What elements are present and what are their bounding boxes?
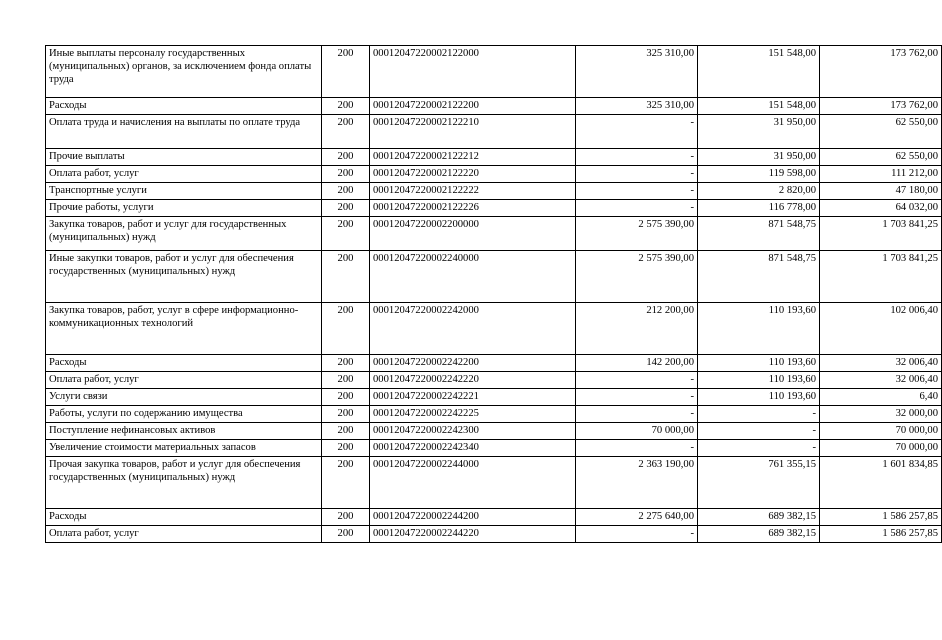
row-name-cell: Оплата работ, услуг	[46, 372, 322, 389]
row-approved-cell: -	[576, 149, 698, 166]
row-name-cell: Работы, услуги по содержанию имущества	[46, 406, 322, 423]
row-code-cell: 200	[322, 526, 370, 543]
row-unexecuted-cell: 32 000,00	[820, 406, 942, 423]
row-kbk-cell: 00012047220002242221	[370, 389, 576, 406]
row-unexecuted-cell: 1 586 257,85	[820, 526, 942, 543]
row-unexecuted-cell: 32 006,40	[820, 355, 942, 372]
table-row	[46, 457, 942, 509]
row-name-cell: Иные закупки товаров, работ и услуг для обеспечения государственных (муниципальных) нужд	[46, 251, 322, 303]
table-row	[46, 303, 942, 355]
row-kbk-cell: 00012047220002242000	[370, 303, 576, 355]
row-code-cell: 200	[322, 389, 370, 406]
row-name-cell: Оплата работ, услуг	[46, 526, 322, 543]
row-approved-cell: -	[576, 389, 698, 406]
row-approved-cell: -	[576, 440, 698, 457]
row-kbk-cell: 00012047220002122200	[370, 98, 576, 115]
table-row	[46, 355, 942, 372]
row-name-cell: Прочая закупка товаров, работ и услуг для обеспечения государственных (муниципальных) нужд	[46, 457, 322, 509]
row-approved-cell: 212 200,00	[576, 303, 698, 355]
row-unexecuted-cell: 70 000,00	[820, 440, 942, 457]
row-unexecuted-cell: 173 762,00	[820, 46, 942, 98]
row-approved-cell: 2 575 390,00	[576, 251, 698, 303]
row-unexecuted-cell: 64 032,00	[820, 200, 942, 217]
row-unexecuted-cell: 173 762,00	[820, 98, 942, 115]
row-name-cell: Расходы	[46, 98, 322, 115]
table-row	[46, 46, 942, 98]
row-approved-cell: 2 575 390,00	[576, 217, 698, 251]
row-name-cell: Увеличение стоимости материальных запасов	[46, 440, 322, 457]
table-row	[46, 166, 942, 183]
table-row	[46, 389, 942, 406]
row-unexecuted-cell: 47 180,00	[820, 183, 942, 200]
row-kbk-cell: 00012047220002122222	[370, 183, 576, 200]
row-kbk-cell: 00012047220002242225	[370, 406, 576, 423]
row-kbk-cell: 00012047220002240000	[370, 251, 576, 303]
row-executed-cell: 689 382,15	[698, 509, 820, 526]
row-approved-cell: -	[576, 406, 698, 423]
table-row	[46, 372, 942, 389]
row-approved-cell: 142 200,00	[576, 355, 698, 372]
row-unexecuted-cell: 1 703 841,25	[820, 251, 942, 303]
row-approved-cell: 2 363 190,00	[576, 457, 698, 509]
table-row	[46, 217, 942, 251]
row-name-cell: Расходы	[46, 355, 322, 372]
row-executed-cell: 110 193,60	[698, 355, 820, 372]
row-approved-cell: 325 310,00	[576, 98, 698, 115]
row-name-cell: Расходы	[46, 509, 322, 526]
row-code-cell: 200	[322, 217, 370, 251]
row-kbk-cell: 00012047220002242220	[370, 372, 576, 389]
row-code-cell: 200	[322, 98, 370, 115]
table-row	[46, 98, 942, 115]
row-approved-cell: 325 310,00	[576, 46, 698, 98]
row-unexecuted-cell: 32 006,40	[820, 372, 942, 389]
row-approved-cell: 70 000,00	[576, 423, 698, 440]
row-executed-cell: 110 193,60	[698, 389, 820, 406]
row-executed-cell: 31 950,00	[698, 149, 820, 166]
row-executed-cell: 110 193,60	[698, 303, 820, 355]
table-row	[46, 251, 942, 303]
row-approved-cell: -	[576, 166, 698, 183]
row-approved-cell: -	[576, 526, 698, 543]
row-kbk-cell: 00012047220002122210	[370, 115, 576, 149]
row-unexecuted-cell: 1 586 257,85	[820, 509, 942, 526]
row-executed-cell: 31 950,00	[698, 115, 820, 149]
row-code-cell: 200	[322, 457, 370, 509]
row-executed-cell: -	[698, 423, 820, 440]
row-approved-cell: -	[576, 115, 698, 149]
table-row	[46, 183, 942, 200]
row-name-cell: Прочие работы, услуги	[46, 200, 322, 217]
row-unexecuted-cell: 70 000,00	[820, 423, 942, 440]
budget-execution-table	[45, 45, 942, 543]
row-code-cell: 200	[322, 115, 370, 149]
row-kbk-cell: 00012047220002122226	[370, 200, 576, 217]
row-kbk-cell: 00012047220002122212	[370, 149, 576, 166]
row-name-cell: Услуги связи	[46, 389, 322, 406]
table-row	[46, 440, 942, 457]
row-executed-cell: 151 548,00	[698, 98, 820, 115]
row-name-cell: Закупка товаров, работ и услуг для государственных (муниципальных) нужд	[46, 217, 322, 251]
row-executed-cell: 871 548,75	[698, 251, 820, 303]
table-row	[46, 406, 942, 423]
row-executed-cell: 2 820,00	[698, 183, 820, 200]
row-code-cell: 200	[322, 509, 370, 526]
row-executed-cell: 871 548,75	[698, 217, 820, 251]
row-code-cell: 200	[322, 46, 370, 98]
row-unexecuted-cell: 111 212,00	[820, 166, 942, 183]
row-kbk-cell: 00012047220002122220	[370, 166, 576, 183]
row-kbk-cell: 00012047220002242200	[370, 355, 576, 372]
row-code-cell: 200	[322, 423, 370, 440]
row-code-cell: 200	[322, 200, 370, 217]
row-code-cell: 200	[322, 303, 370, 355]
row-unexecuted-cell: 1 601 834,85	[820, 457, 942, 509]
row-unexecuted-cell: 6,40	[820, 389, 942, 406]
row-code-cell: 200	[322, 406, 370, 423]
table-row	[46, 526, 942, 543]
row-unexecuted-cell: 62 550,00	[820, 149, 942, 166]
row-code-cell: 200	[322, 355, 370, 372]
row-kbk-cell: 00012047220002244200	[370, 509, 576, 526]
row-unexecuted-cell: 102 006,40	[820, 303, 942, 355]
row-executed-cell: 761 355,15	[698, 457, 820, 509]
table-row	[46, 423, 942, 440]
row-executed-cell: -	[698, 406, 820, 423]
row-kbk-cell: 00012047220002244220	[370, 526, 576, 543]
row-code-cell: 200	[322, 183, 370, 200]
row-name-cell: Прочие выплаты	[46, 149, 322, 166]
table-body	[46, 46, 942, 543]
row-unexecuted-cell: 62 550,00	[820, 115, 942, 149]
row-executed-cell: 689 382,15	[698, 526, 820, 543]
row-executed-cell: 119 598,00	[698, 166, 820, 183]
row-name-cell: Транспортные услуги	[46, 183, 322, 200]
row-name-cell: Иные выплаты персоналу государственных (муниципальных) органов, за исключением фонда оплаты труда	[46, 46, 322, 98]
row-executed-cell: 116 778,00	[698, 200, 820, 217]
table-row	[46, 509, 942, 526]
row-name-cell: Оплата работ, услуг	[46, 166, 322, 183]
table-row	[46, 200, 942, 217]
row-kbk-cell: 00012047220002242340	[370, 440, 576, 457]
row-code-cell: 200	[322, 251, 370, 303]
row-approved-cell: -	[576, 372, 698, 389]
row-approved-cell: -	[576, 200, 698, 217]
row-executed-cell: 110 193,60	[698, 372, 820, 389]
row-code-cell: 200	[322, 440, 370, 457]
row-executed-cell: -	[698, 440, 820, 457]
row-name-cell: Оплата труда и начисления на выплаты по оплате труда	[46, 115, 322, 149]
row-executed-cell: 151 548,00	[698, 46, 820, 98]
table-row	[46, 149, 942, 166]
row-kbk-cell: 00012047220002244000	[370, 457, 576, 509]
row-code-cell: 200	[322, 372, 370, 389]
row-approved-cell: 2 275 640,00	[576, 509, 698, 526]
table-row	[46, 115, 942, 149]
row-unexecuted-cell: 1 703 841,25	[820, 217, 942, 251]
row-kbk-cell: 00012047220002200000	[370, 217, 576, 251]
row-approved-cell: -	[576, 183, 698, 200]
row-name-cell: Закупка товаров, работ, услуг в сфере информационно-коммуникационных технологий	[46, 303, 322, 355]
row-kbk-cell: 00012047220002242300	[370, 423, 576, 440]
row-code-cell: 200	[322, 166, 370, 183]
row-name-cell: Поступление нефинансовых активов	[46, 423, 322, 440]
row-code-cell: 200	[322, 149, 370, 166]
row-kbk-cell: 00012047220002122000	[370, 46, 576, 98]
